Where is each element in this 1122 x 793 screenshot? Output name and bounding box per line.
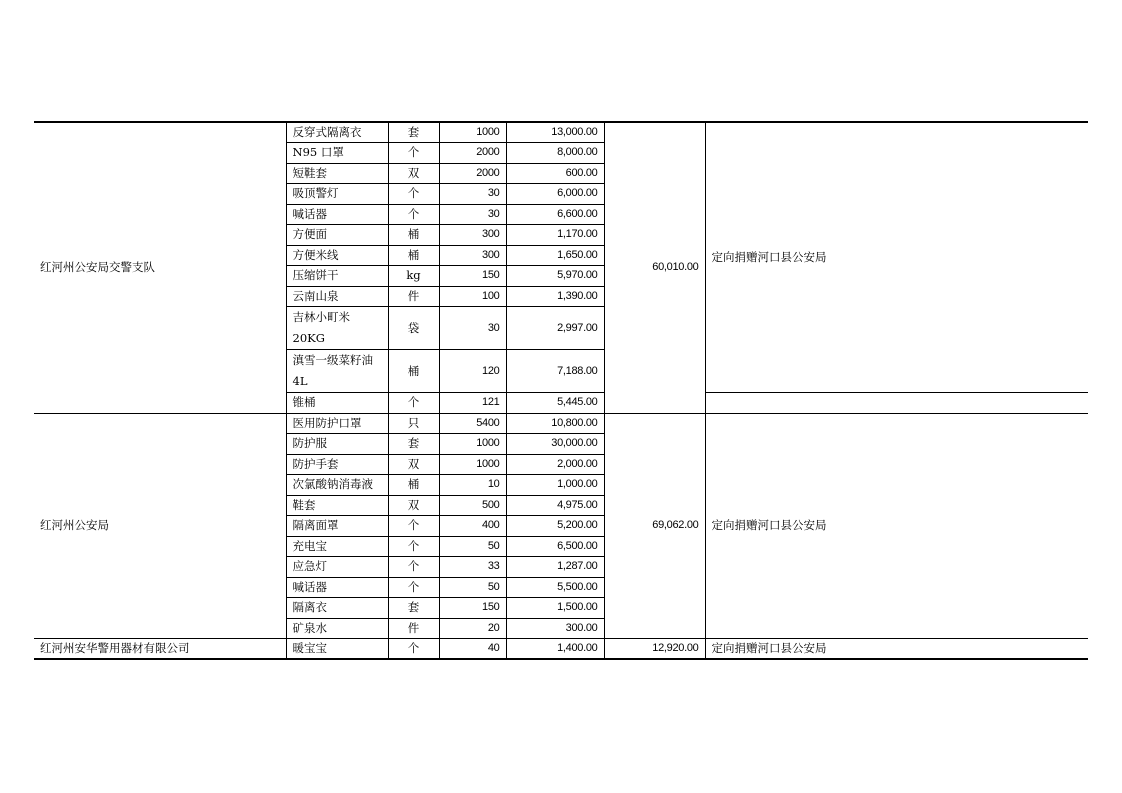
item-name-cell: 隔离面罩 <box>286 516 388 537</box>
item-name-cell: 矿泉水 <box>286 618 388 639</box>
item-qty-cell: 150 <box>439 266 506 287</box>
group-total-cell: 12,920.00 <box>604 639 705 660</box>
item-name-cell: 次氯酸钠消毒液 <box>286 475 388 496</box>
item-name-cell: 锥桶 <box>286 393 388 414</box>
item-unit-cell: 双 <box>388 454 439 475</box>
item-unit-cell: 个 <box>388 143 439 164</box>
item-name-cell: 反穿式隔离衣 <box>286 122 388 143</box>
item-qty-cell: 30 <box>439 204 506 225</box>
item-unit-cell: 桶 <box>388 475 439 496</box>
note-cell: 定向捐赠河口县公安局 <box>705 413 1088 639</box>
item-name-cell: 压缩饼干 <box>286 266 388 287</box>
item-name-cell: 充电宝 <box>286 536 388 557</box>
item-amount-cell: 5,500.00 <box>506 577 604 598</box>
item-amount-cell: 8,000.00 <box>506 143 604 164</box>
item-unit-cell: 个 <box>388 536 439 557</box>
item-name-cell: 防护手套 <box>286 454 388 475</box>
donor-cell: 红河州公安局交警支队 <box>34 122 286 413</box>
item-amount-cell: 10,800.00 <box>506 413 604 434</box>
item-qty-cell: 20 <box>439 618 506 639</box>
item-qty-cell: 500 <box>439 495 506 516</box>
item-unit-cell: 桶 <box>388 225 439 246</box>
item-qty-cell: 150 <box>439 598 506 619</box>
item-unit-cell: 个 <box>388 184 439 205</box>
item-amount-cell: 5,970.00 <box>506 266 604 287</box>
group-total-cell: 69,062.00 <box>604 413 705 639</box>
item-qty-cell: 120 <box>439 350 506 393</box>
item-amount-cell: 6,500.00 <box>506 536 604 557</box>
donation-table <box>34 121 1088 660</box>
item-name-cell: 隔离衣 <box>286 598 388 619</box>
item-unit-cell: 个 <box>388 393 439 414</box>
item-amount-cell: 6,600.00 <box>506 204 604 225</box>
item-amount-cell: 4,975.00 <box>506 495 604 516</box>
item-amount-cell: 2,000.00 <box>506 454 604 475</box>
table-row <box>34 122 1088 143</box>
item-name-cell: 喊话器 <box>286 577 388 598</box>
item-unit-cell: kg <box>388 266 439 287</box>
item-unit-cell: 袋 <box>388 307 439 350</box>
item-name-cell: 吸顶警灯 <box>286 184 388 205</box>
item-unit-cell: 个 <box>388 557 439 578</box>
item-amount-cell: 1,170.00 <box>506 225 604 246</box>
item-name-cell: 短鞋套 <box>286 163 388 184</box>
item-qty-cell: 400 <box>439 516 506 537</box>
item-amount-cell: 300.00 <box>506 618 604 639</box>
item-amount-cell: 1,287.00 <box>506 557 604 578</box>
item-name-cell: 暖宝宝 <box>286 639 388 660</box>
item-amount-cell: 1,000.00 <box>506 475 604 496</box>
item-qty-cell: 40 <box>439 639 506 660</box>
item-qty-cell: 1000 <box>439 454 506 475</box>
item-qty-cell: 121 <box>439 393 506 414</box>
item-qty-cell: 1000 <box>439 434 506 455</box>
item-name-cell: 防护服 <box>286 434 388 455</box>
item-amount-cell: 600.00 <box>506 163 604 184</box>
item-name-cell: 云南山泉 <box>286 286 388 307</box>
item-unit-cell: 双 <box>388 495 439 516</box>
item-amount-cell: 5,200.00 <box>506 516 604 537</box>
item-name-cell: N95 口罩 <box>286 143 388 164</box>
item-name-cell: 鞋套 <box>286 495 388 516</box>
item-amount-cell: 6,000.00 <box>506 184 604 205</box>
note-cell: 定向捐赠河口县公安局 <box>705 122 1088 393</box>
item-unit-cell: 套 <box>388 598 439 619</box>
item-unit-cell: 只 <box>388 413 439 434</box>
item-amount-cell: 7,188.00 <box>506 350 604 393</box>
item-qty-cell: 50 <box>439 536 506 557</box>
item-qty-cell: 50 <box>439 577 506 598</box>
item-qty-cell: 100 <box>439 286 506 307</box>
item-name-cell: 吉林小町米 20KG <box>286 307 388 350</box>
item-unit-cell: 件 <box>388 618 439 639</box>
item-amount-cell: 1,500.00 <box>506 598 604 619</box>
item-amount-cell: 1,400.00 <box>506 639 604 660</box>
item-unit-cell: 个 <box>388 639 439 660</box>
item-unit-cell: 套 <box>388 434 439 455</box>
item-name-cell: 方便面 <box>286 225 388 246</box>
item-qty-cell: 300 <box>439 225 506 246</box>
item-qty-cell: 10 <box>439 475 506 496</box>
table-row <box>34 413 1088 434</box>
item-qty-cell: 33 <box>439 557 506 578</box>
item-amount-cell: 5,445.00 <box>506 393 604 414</box>
item-unit-cell: 桶 <box>388 350 439 393</box>
note-cell: 定向捐赠河口县公安局 <box>705 639 1088 660</box>
item-unit-cell: 件 <box>388 286 439 307</box>
item-qty-cell: 300 <box>439 245 506 266</box>
donor-cell: 红河州公安局 <box>34 413 286 639</box>
table-row <box>34 639 1088 660</box>
group-total-cell: 60,010.00 <box>604 122 705 413</box>
item-qty-cell: 2000 <box>439 143 506 164</box>
item-qty-cell: 2000 <box>439 163 506 184</box>
item-name-cell: 方便米线 <box>286 245 388 266</box>
note-empty-cell <box>705 393 1088 414</box>
item-name-cell: 医用防护口罩 <box>286 413 388 434</box>
item-amount-cell: 1,390.00 <box>506 286 604 307</box>
item-name-cell: 应急灯 <box>286 557 388 578</box>
item-qty-cell: 5400 <box>439 413 506 434</box>
item-unit-cell: 个 <box>388 204 439 225</box>
item-unit-cell: 双 <box>388 163 439 184</box>
item-amount-cell: 2,997.00 <box>506 307 604 350</box>
item-unit-cell: 套 <box>388 122 439 143</box>
item-qty-cell: 30 <box>439 307 506 350</box>
item-name-cell: 滇雪一级菜籽油 4L <box>286 350 388 393</box>
item-amount-cell: 1,650.00 <box>506 245 604 266</box>
donor-cell: 红河州安华警用器材有限公司 <box>34 639 286 660</box>
item-amount-cell: 13,000.00 <box>506 122 604 143</box>
item-qty-cell: 30 <box>439 184 506 205</box>
item-unit-cell: 桶 <box>388 245 439 266</box>
item-unit-cell: 个 <box>388 577 439 598</box>
item-name-cell: 喊话器 <box>286 204 388 225</box>
item-amount-cell: 30,000.00 <box>506 434 604 455</box>
item-unit-cell: 个 <box>388 516 439 537</box>
item-qty-cell: 1000 <box>439 122 506 143</box>
